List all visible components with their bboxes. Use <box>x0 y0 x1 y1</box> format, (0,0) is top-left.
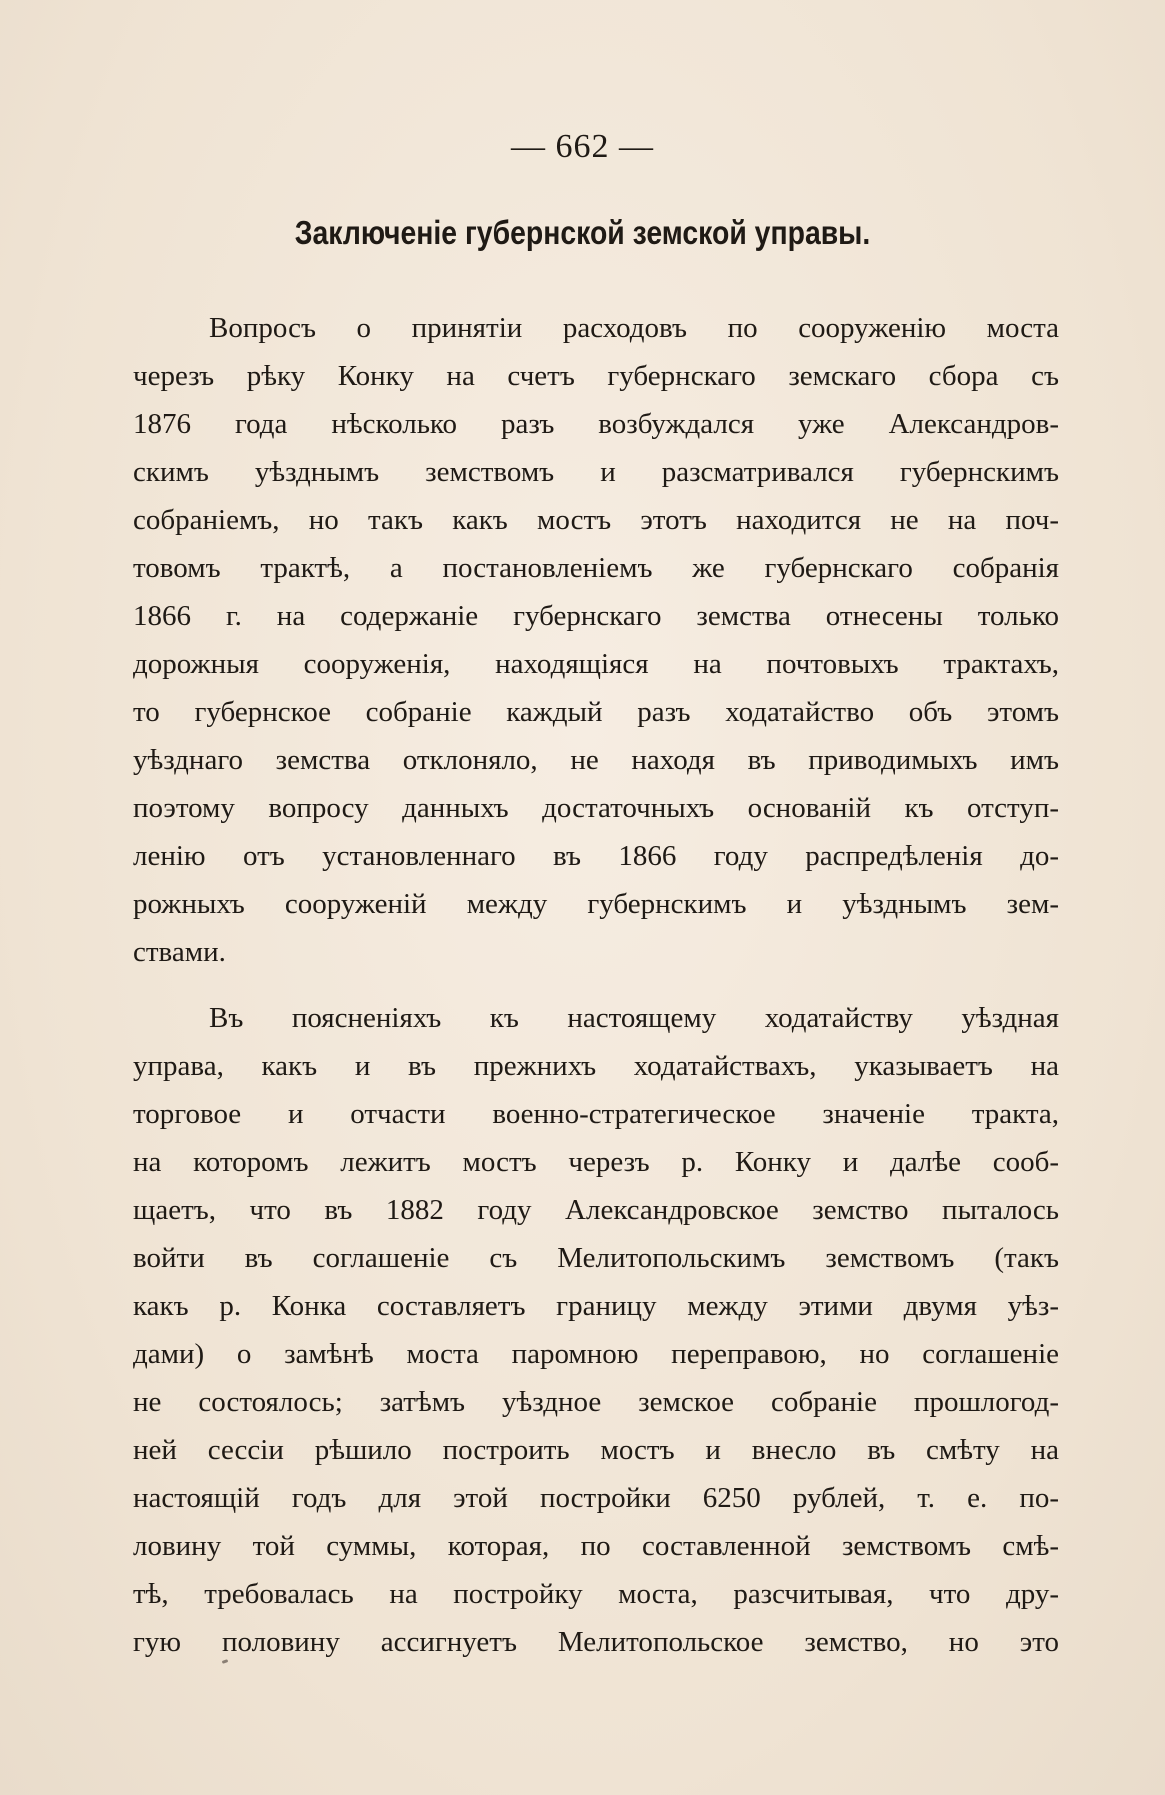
text-line: уѣзднаго земства отклоняло, не находя въ приводимыхъ имъ <box>133 744 1059 776</box>
text-line: ствами. <box>133 936 226 968</box>
text-line: поэтому вопросу данныхъ достаточныхъ основаній къ отступ- <box>133 792 1059 824</box>
text-line: то губернское собраніе каждый разъ ходатайство объ этомъ <box>133 696 1059 728</box>
page-number: — 662 — <box>511 128 654 165</box>
text-line: ленію отъ установленнаго въ 1866 году распредѣленія до- <box>133 840 1059 872</box>
text-line: 1876 года нѣсколько разъ возбуждался уже Александров- <box>133 408 1059 440</box>
text-line: рожныхъ сооруженій между губернскимъ и уѣзднымъ зем- <box>133 888 1059 920</box>
text-line: управа, какъ и въ прежнихъ ходатайствахъ, указываетъ на <box>133 1050 1059 1082</box>
text-line: товомъ трактѣ, а постановленіемъ же губернскаго собранія <box>133 552 1059 584</box>
text-line: 1866 г. на содержаніе губернскаго земства отнесены только <box>133 600 1059 632</box>
text-line: торговое и отчасти военно-стратегическое значеніе тракта, <box>133 1098 1059 1130</box>
section-heading: Заключеніе губернской земской управы. <box>294 214 871 251</box>
text-line: щаетъ, что въ 1882 году Александровское земство пыталось <box>133 1194 1059 1226</box>
text-line: дорожныя сооруженія, находящіяся на почтовыхъ трактахъ, <box>133 648 1059 680</box>
text-line: собраніемъ, но такъ какъ мостъ этотъ находится не на поч- <box>133 504 1059 536</box>
text-line: на которомъ лежитъ мостъ черезъ р. Конку и далѣе сооб- <box>133 1146 1059 1178</box>
text-line: скимъ уѣзднымъ земствомъ и разсматривался губернскимъ <box>133 456 1059 488</box>
text-line: настоящій годъ для этой постройки 6250 рублей, т. е. по- <box>133 1482 1059 1514</box>
text-line: черезъ рѣку Конку на счетъ губернскаго земскаго сбора съ <box>133 360 1059 392</box>
text-line: тѣ, требовалась на постройку моста, разсчитывая, что дру- <box>133 1578 1059 1610</box>
text-line: войти въ соглашеніе съ Мелитопольскимъ земствомъ (такъ <box>133 1242 1059 1274</box>
text-line: ловину той суммы, которая, по составленной земствомъ смѣ- <box>133 1530 1059 1562</box>
text-line: ней сессіи рѣшило построить мостъ и внесло въ смѣту на <box>133 1434 1059 1466</box>
text-line: дами) о замѣнѣ моста паромною переправою, но соглашеніе <box>133 1338 1059 1370</box>
text-line: Въ поясненіяхъ къ настоящему ходатайству уѣздная <box>209 1002 1059 1034</box>
text-line: гую половину ассигнуетъ Мелитопольское земство, но это <box>133 1626 1059 1658</box>
text-line: какъ р. Конка составляетъ границу между этими двумя уѣз- <box>133 1290 1059 1322</box>
text-line: не состоялось; затѣмъ уѣздное земское собраніе прошлогод- <box>133 1386 1059 1418</box>
text-line: Вопросъ о принятіи расходовъ по сооруженію моста <box>209 312 1059 344</box>
body-text <box>133 304 1059 1666</box>
